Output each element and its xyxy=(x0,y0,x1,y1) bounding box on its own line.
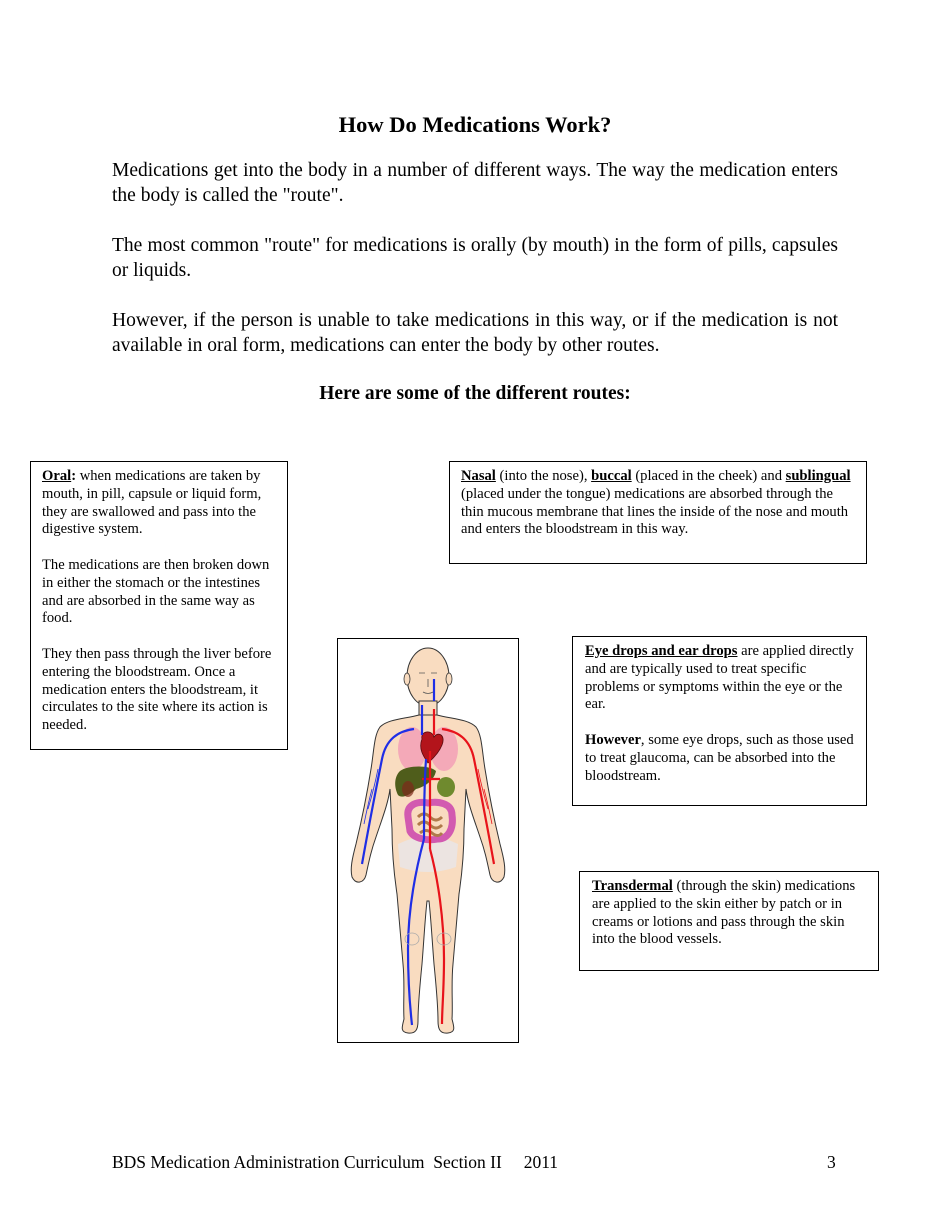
nasal-term: Nasal xyxy=(461,468,496,484)
eye-ear-text-1: are applied directly and are typically used to treat specific problems or symptoms within the eye or the ear. xyxy=(585,643,854,713)
right-ear xyxy=(446,673,452,685)
oral-route-box xyxy=(30,461,288,750)
nasal-text-3: (placed under the tongue) medications are absorbed through the thin mucous membrane that lines the inside of the nose and mouth and enters the bloodstream in this way. xyxy=(461,485,849,538)
eye-ear-route-box xyxy=(572,636,867,806)
page-number: 3 xyxy=(827,1152,836,1172)
kidney xyxy=(402,781,414,797)
oral-paragraph-2: The medications are then broken down in either the stomach or the intestines and are absorbed in the same way as food. xyxy=(42,556,270,627)
nasal-text-1: (into the nose), xyxy=(495,468,592,484)
page-title: How Do Medications Work? xyxy=(338,112,612,137)
buccal-term: buccal xyxy=(591,468,632,484)
however-term: However xyxy=(585,731,641,748)
oral-colon: : xyxy=(71,468,77,484)
routes-subtitle: Here are some of the different routes: xyxy=(319,383,631,404)
transdermal-term: Transdermal xyxy=(592,878,673,894)
other-routes-paragraph: However, if the person is unable to take medications in this way, or if the medication is not available in oral form, medications can enter the body by other routes. xyxy=(112,310,838,356)
intro-paragraph: Medications get into the body in a number of different ways. The way the medication enters the body is called the "route". xyxy=(112,160,838,206)
sublingual-term: sublingual xyxy=(785,468,851,484)
oral-paragraph-1 xyxy=(42,468,277,539)
eye-ear-paragraph-1 xyxy=(585,643,856,714)
oral-paragraph-3: They then pass through the liver before entering the bloodstream. Once a medication enters the bloodstream, it circulates to the site where its action is needed. xyxy=(42,645,272,734)
transdermal-route-box xyxy=(579,871,879,971)
nasal-route-box xyxy=(449,461,867,564)
footer-text: BDS Medication Administration Curriculum Section II 2011 xyxy=(112,1152,559,1172)
eye-ear-paragraph-2 xyxy=(585,732,856,785)
human-body-illustration-frame xyxy=(337,638,519,1043)
eye-ear-term: Eye drops and ear drops xyxy=(585,643,738,659)
nasal-text-2: (placed in the cheek) and xyxy=(631,468,786,484)
oral-text-1: when medications are taken by mouth, in pill, capsule or liquid form, they are swallowed and pass into the digestive system. xyxy=(42,468,262,538)
head xyxy=(407,648,449,706)
nasal-paragraph xyxy=(461,468,856,539)
eye-ear-text-2: , some eye drops, such as those used to treat glaucoma, can be absorbed into the bloodstream. xyxy=(585,731,854,784)
human-body-illustration xyxy=(338,639,518,1042)
transdermal-paragraph xyxy=(592,878,868,949)
common-route-paragraph: The most common "route" for medications is orally (by mouth) in the form of pills, capsules or liquids. xyxy=(112,235,838,281)
left-ear xyxy=(404,673,410,685)
oral-term: Oral xyxy=(42,468,72,484)
transdermal-text: (through the skin) medications are applied to the skin either by patch or in creams or lotions and pass through the skin into the blood vessels. xyxy=(592,878,856,948)
